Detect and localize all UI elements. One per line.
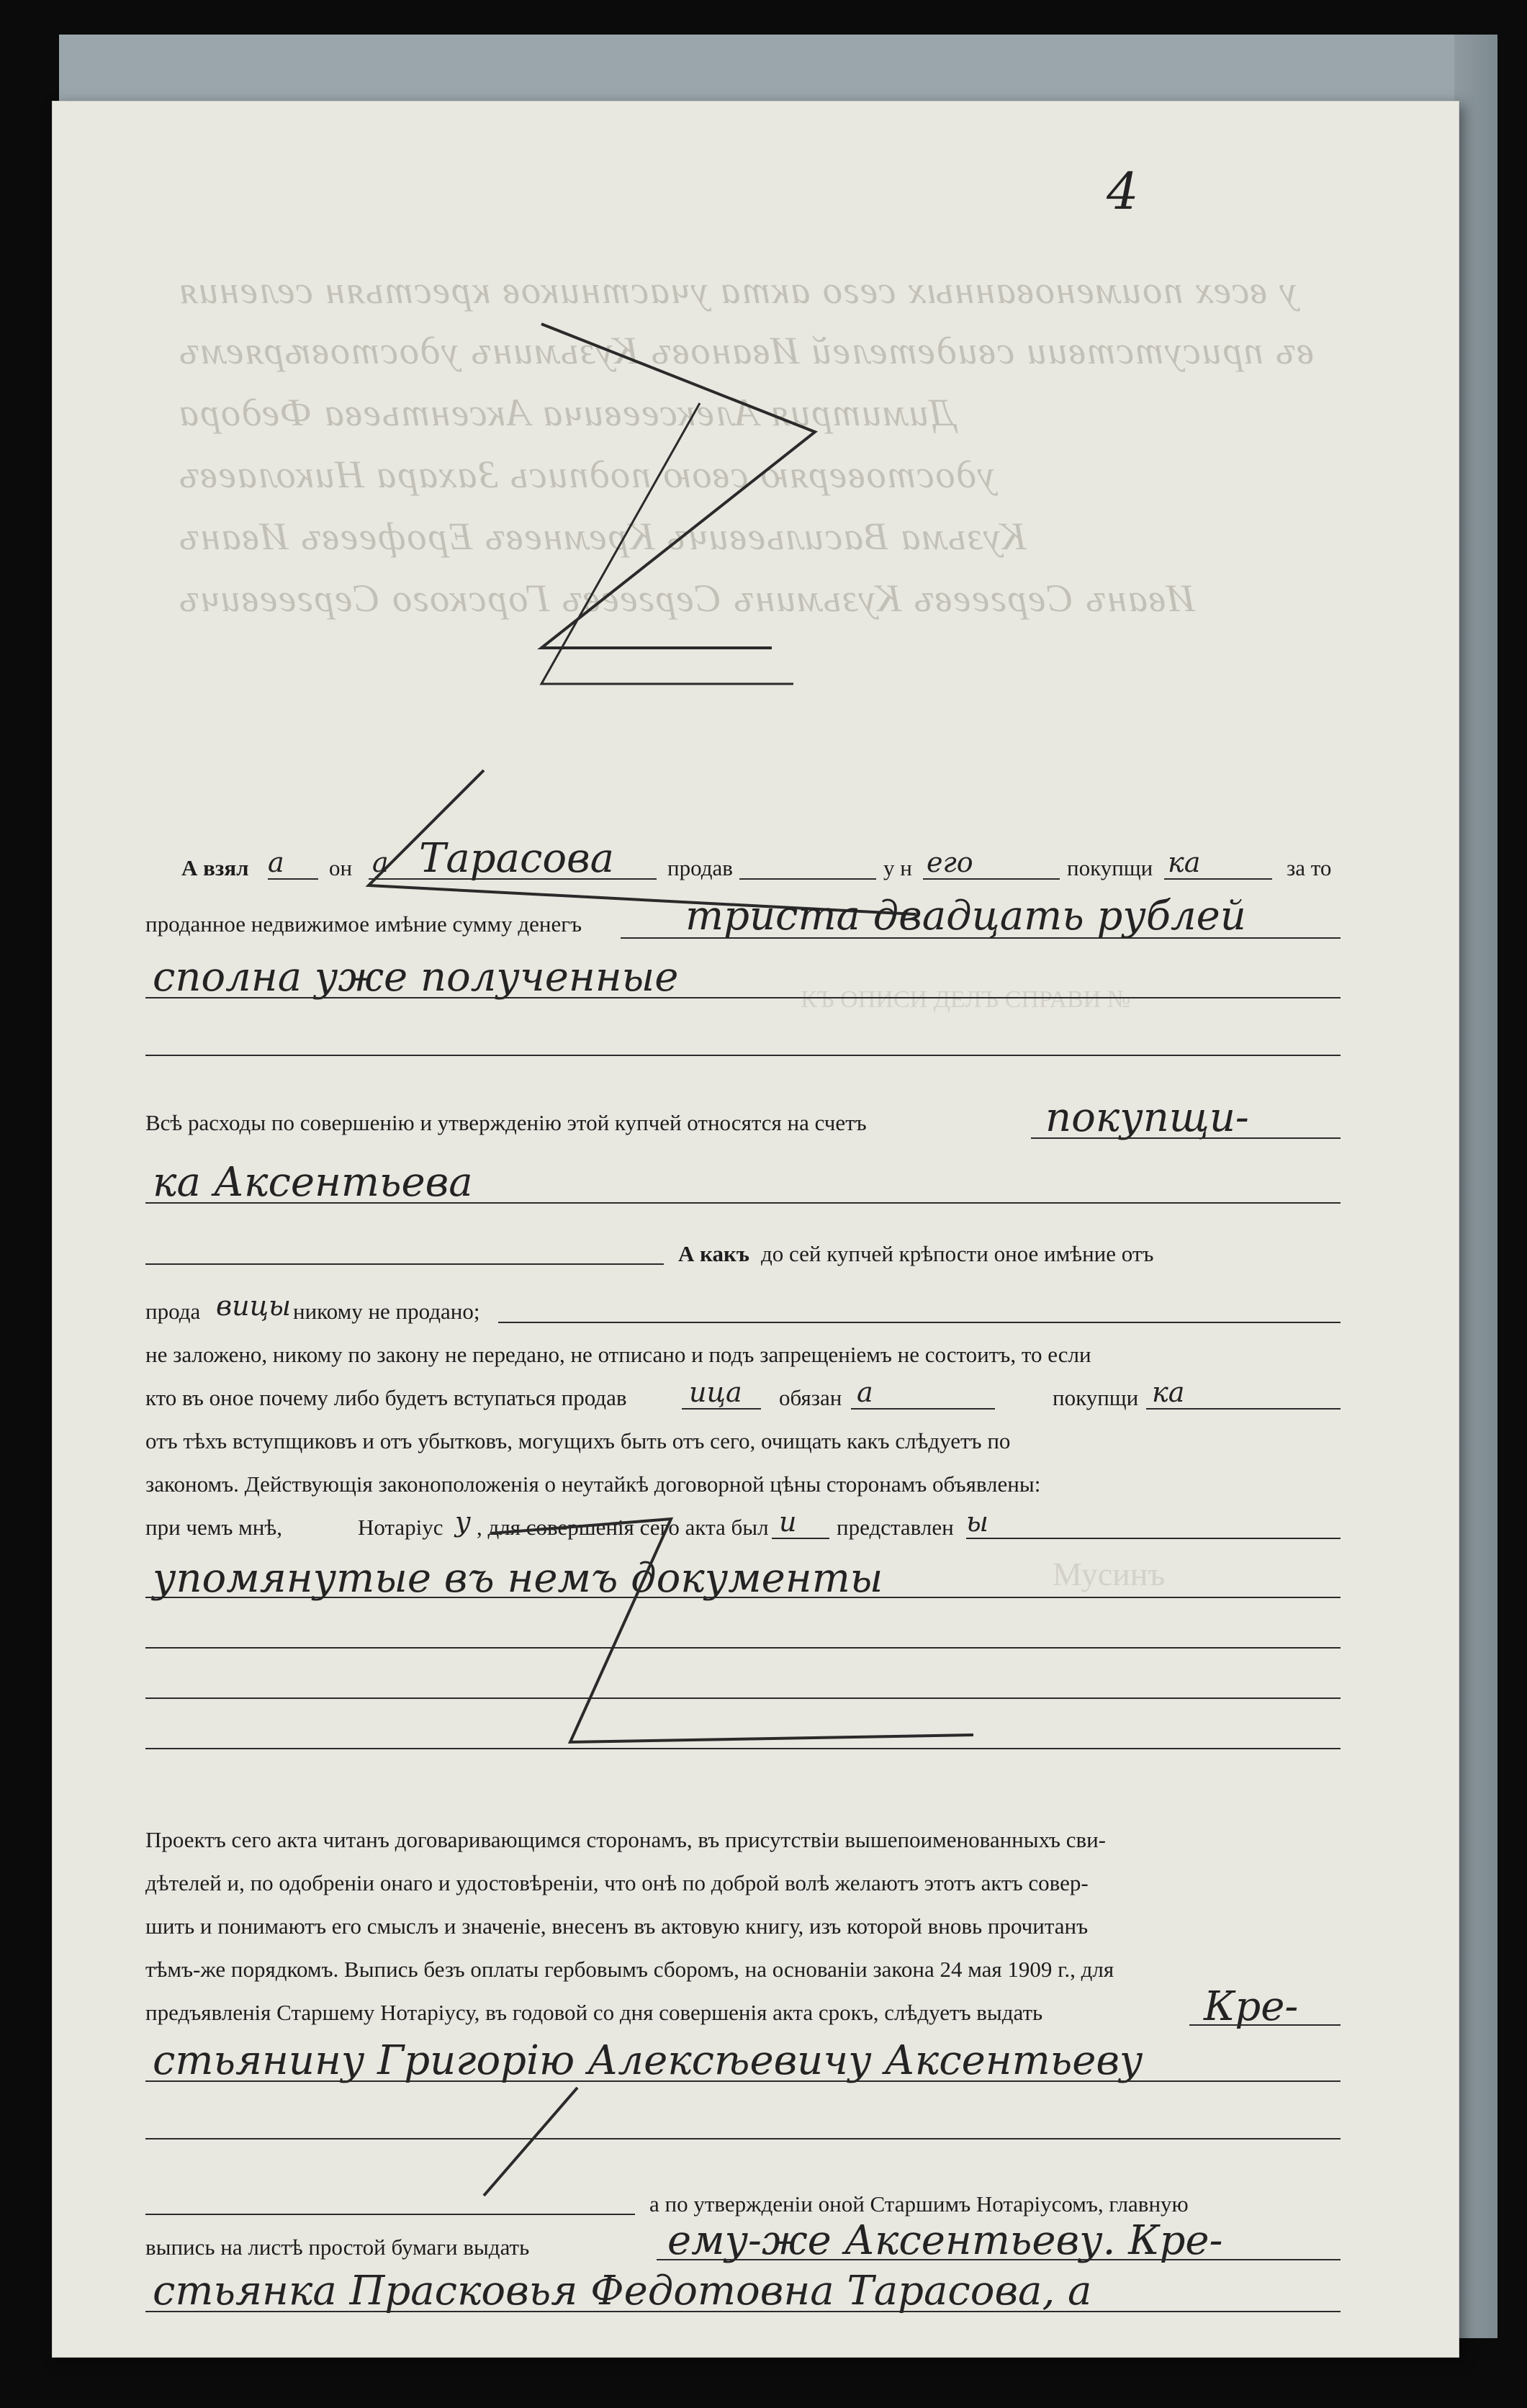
sale-buyer-label: покупщи (1067, 855, 1153, 880)
sale-amount: триста двадцать рублей (685, 893, 1246, 939)
expenses-payer-cont: ка Аксентьева (153, 1159, 473, 1206)
fill-line (145, 2080, 1341, 2082)
back-sheet-edge (1454, 35, 1497, 2338)
warranty-text: никому не продано; (293, 1299, 480, 1324)
fill-line (145, 2311, 1341, 2312)
fill-line (657, 2259, 1341, 2260)
fill-line (739, 878, 876, 880)
project-text: шить и понимаютъ его смыслъ и значеніе, внесенъ въ актовую книгу, изъ которой вновь прочитанъ (145, 1913, 1089, 1939)
fill-line (268, 878, 318, 880)
warranty-obliged-hw: а (857, 1376, 873, 1408)
sale-from-hw: его (927, 847, 973, 878)
warranty-presented-hw: ы (966, 1506, 988, 1538)
fill-line (1164, 878, 1272, 880)
cancel-stroke (513, 310, 945, 713)
warranty-text: до сей купчей крѣпости оное имѣние отъ (761, 1241, 1154, 1266)
document-page (52, 101, 1459, 2358)
sale-she-label: он (329, 855, 353, 880)
sale-amount-cont: сполна уже полученные (153, 954, 679, 1001)
warranty-obliged: обязан (779, 1385, 842, 1410)
cancel-stroke (455, 1512, 1002, 1757)
fill-line (145, 1055, 1341, 1056)
expenses-payer: покупщи- (1045, 1094, 1249, 1141)
project-text: а по утвержденіи оной Старшимъ Нотаріусомъ, главную (649, 2191, 1189, 2217)
documents-text: упомянутые въ немъ документы (153, 1555, 883, 1602)
expenses-text: Всѣ расходы по совершенію и утвержденію этой купчей относятся на счетъ (145, 1110, 867, 1135)
warranty-text: кто въ оное почему либо будетъ вступаться продав (145, 1385, 627, 1410)
fill-line (1146, 1408, 1341, 1410)
warranty-text: отъ тѣхъ вступщиковъ и отъ убытковъ, могущихъ быть отъ сего, очищать какъ слѣдуетъ по (145, 1428, 1011, 1453)
issue-to: Кре- (1204, 1983, 1299, 2030)
fill-line (145, 2214, 635, 2215)
project-text: предъявленія Старшему Нотаріусу, въ годовой со дня совершенія акта срокъ, слѣдуетъ выдать (145, 2000, 1043, 2025)
fill-line (851, 1408, 995, 1410)
fill-line (621, 937, 1341, 939)
bleed-through-line: Иванъ Сергеевъ Кузьминъ Сергеевъ Горского Сергеевичъ (178, 577, 1196, 620)
sale-took-hw: а (268, 847, 284, 878)
fill-line (145, 997, 1341, 998)
warranty-seller-prefix: прода (145, 1299, 201, 1324)
fill-line (966, 1538, 1341, 1539)
bleed-through-line: Кузьма Васильевичъ Кремневъ Ерофеевъ Иванъ (178, 515, 1027, 558)
warranty-buyer-hw: ка (1152, 1376, 1185, 1408)
project-text: тѣмъ-же порядкомъ. Выпись безъ оплаты гербовымъ сборомъ, на основаніи закона 24 мая 1909 г., для (145, 1957, 1114, 1982)
sale-from-label: у н (883, 855, 912, 880)
fill-line (498, 1322, 1341, 1323)
fill-line (1189, 2024, 1341, 2026)
sale-buyer-hw: ка (1168, 847, 1201, 878)
warranty-presented: представлен (837, 1515, 954, 1540)
fill-line (1031, 1137, 1341, 1139)
cancel-stroke (469, 2073, 671, 2217)
issue-main: ему-же Аксентьеву. Кре- (667, 2217, 1223, 2264)
fill-line (923, 878, 1060, 880)
notary-hw: у (455, 1506, 472, 1538)
notary-label: Нотаріус (358, 1515, 443, 1540)
page-number: 4 (1107, 162, 1139, 221)
warranty-text: , для совершенія сего акта был (477, 1515, 769, 1540)
warranty-text: закономъ. Действующія законоположенія о неутайкѣ договорной цѣны сторонамъ объявлены: (145, 1471, 1041, 1497)
bleed-through-line: въ присутствии свидетелей Ивановъ Кузьминъ удостовѣряемъ (178, 329, 1314, 372)
project-text: Проектъ сего акта читанъ договаривающимся сторонамъ, въ присутствіи вышепоименованныхъ сви- (145, 1827, 1106, 1852)
project-text: выпись на листѣ простой бумаги выдать (145, 2235, 530, 2260)
sale-she-hw: а (372, 847, 389, 878)
warranty-buyer: покупщи (1053, 1385, 1139, 1410)
faint-stamp-text: Мусинъ (1053, 1556, 1166, 1592)
warranty-text: при чемъ мнѣ, (145, 1515, 282, 1540)
bleed-through-line: Димитрия Алексеевича Аксентьева Федора (178, 391, 955, 434)
issue-main-cont: стьянка Прасковья Федотовна Тарасова, а (153, 2268, 1092, 2314)
seller-name: Тарасова (419, 835, 615, 882)
warranty-seller-hw: ица (689, 1376, 742, 1408)
sale-took-label: А взял (181, 855, 249, 880)
fill-line (145, 1202, 1341, 1204)
faint-stamp-text: КЪ ОПИСИ ДЕЛЪ СПРАВИ № (801, 986, 1131, 1013)
bleed-through-line: удостоверяю свою подпись Захара Николаевъ (178, 453, 995, 496)
fill-line (682, 1408, 761, 1410)
warranty-were-hw: и (779, 1506, 797, 1538)
sale-sum-label: проданное недвижимое имѣние сумму денегъ (145, 911, 582, 937)
project-text: дѣтелей и, по одобреніи онаго и удостовѣреніи, что онѣ по доброй волѣ желаютъ этотъ актъ совер- (145, 1870, 1089, 1895)
cancel-stroke (325, 677, 973, 921)
warranty-as-label: А какъ (678, 1241, 749, 1266)
fill-line (145, 1263, 664, 1265)
sale-sold-label: продав (667, 855, 733, 880)
issue-to-cont: стьянину Григорію Алексѣевичу Аксентьеву (153, 2037, 1143, 2084)
fill-line (369, 878, 657, 880)
sale-for-that: за то (1287, 855, 1332, 880)
fill-line (145, 2138, 1341, 2139)
warranty-seller-hw: вицы (216, 1290, 292, 1322)
warranty-text: не заложено, никому по закону не передано, не отписано и подъ запрещеніемъ не состоитъ, то если (145, 1342, 1091, 1367)
bleed-through-line: у всех поименованных сего акта участников крестьян селения (178, 269, 1297, 312)
